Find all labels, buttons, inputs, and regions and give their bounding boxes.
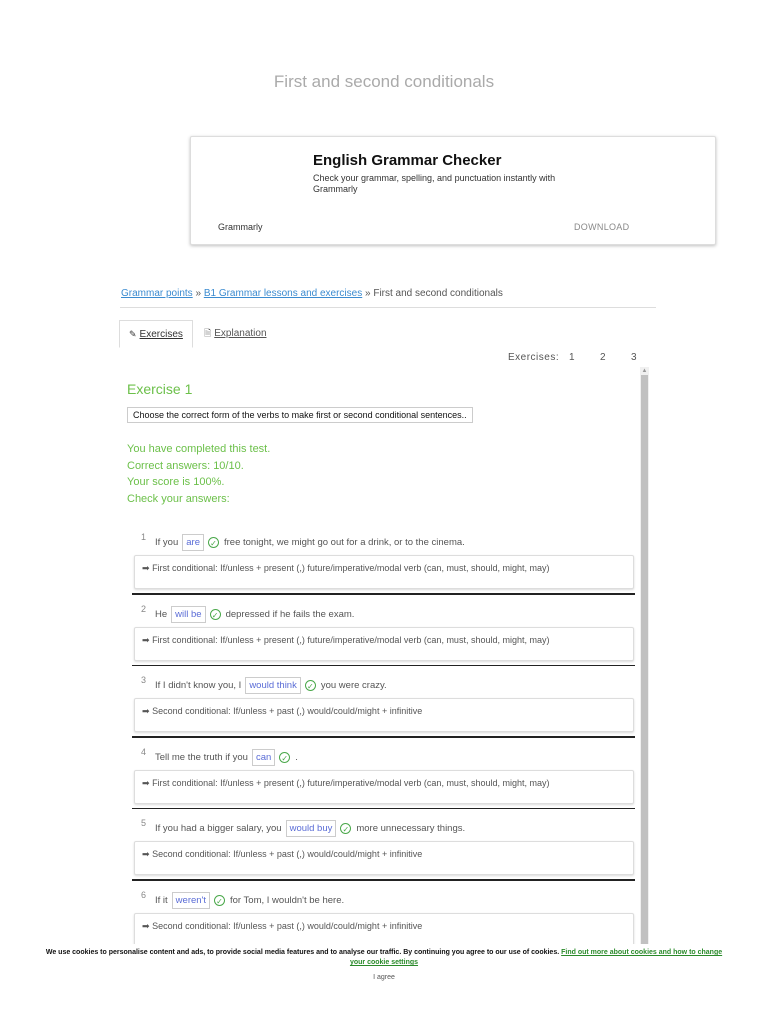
- exercise-link-1[interactable]: 1: [569, 352, 575, 363]
- question-text: [155, 606, 354, 623]
- hint-text: [142, 706, 422, 717]
- question-text: [155, 677, 387, 694]
- cookie-settings-link[interactable]: Find out more about cookies and how to change your cookie settings: [349, 949, 723, 966]
- document-icon: 🗎: [204, 328, 212, 338]
- question-text: [155, 749, 298, 766]
- question-divider: [132, 808, 635, 810]
- scroll-up-arrow-icon[interactable]: ▲: [641, 368, 648, 374]
- question-after: free tonight, we might go out for a drink, or to the cinema.: [223, 537, 465, 548]
- answer-field[interactable]: can: [252, 749, 275, 766]
- answer-field[interactable]: weren't: [172, 892, 210, 909]
- ad-card[interactable]: [190, 136, 716, 245]
- check-circle-icon: ✓: [340, 823, 351, 834]
- cookie-text: [40, 948, 728, 968]
- exercise-link-3[interactable]: 3: [631, 352, 637, 363]
- arrow-circle-icon: ➡: [142, 563, 150, 573]
- hint-rule: First conditional: If/unless + present (,) future/imperative/modal verb (can, must, should, might, may): [152, 563, 550, 573]
- question-after: for Tom, I wouldn't be here.: [230, 894, 345, 906]
- question-number: 4: [141, 746, 147, 757]
- question-text: [155, 820, 465, 837]
- question-before: If I didn't know you, I: [155, 680, 242, 691]
- question-after: you were crazy.: [320, 680, 387, 691]
- breadcrumb-divider: [120, 307, 656, 308]
- hint-box: [134, 698, 634, 732]
- tab-explanation[interactable]: [195, 320, 276, 346]
- hint-box: [134, 627, 634, 661]
- breadcrumb-grammar-points[interactable]: Grammar points: [121, 288, 193, 299]
- result-score: Your score is 100%.: [127, 476, 225, 488]
- cookie-agree-button[interactable]: I agree: [373, 974, 395, 981]
- question-after: .: [295, 751, 298, 763]
- question-number: 3: [141, 675, 147, 685]
- result-completed: You have completed this test.: [127, 443, 271, 455]
- question-divider: [132, 593, 635, 595]
- question-number: 2: [141, 603, 147, 614]
- ad-description: Check your grammar, spelling, and punctuation instantly with Grammarly: [313, 173, 556, 194]
- hint-box: [134, 555, 634, 589]
- exercise-instruction: Choose the correct form of the verbs to make first or second conditional sentences..: [127, 407, 473, 423]
- breadcrumb-separator: »: [192, 288, 204, 299]
- exercise-title: Exercise 1: [127, 381, 193, 397]
- result-check-answers: Check your answers:: [127, 493, 230, 505]
- question-before: If it: [155, 894, 168, 906]
- hint-text: [142, 921, 422, 932]
- hint-text: [142, 778, 549, 789]
- question-before: If you: [155, 537, 179, 548]
- hint-text: [142, 563, 549, 574]
- hint-box: [134, 841, 634, 875]
- arrow-circle-icon: ➡: [142, 706, 150, 716]
- question-before: Tell me the truth if you: [155, 751, 248, 763]
- tab-explanation-label: Explanation: [214, 328, 267, 339]
- question-before: If you had a bigger salary, you: [155, 823, 282, 834]
- pencil-icon: ✎: [129, 329, 137, 339]
- question-after: depressed if he fails the exam.: [225, 608, 355, 620]
- question-number: 6: [141, 889, 147, 900]
- question-number: 5: [141, 818, 147, 828]
- scrollbar[interactable]: [640, 367, 649, 947]
- answer-field[interactable]: are: [182, 534, 204, 551]
- check-circle-icon: ✓: [279, 752, 290, 763]
- arrow-circle-icon: ➡: [142, 777, 150, 788]
- answer-field[interactable]: will be: [171, 606, 205, 623]
- exercise-content: [120, 367, 640, 947]
- ad-brand[interactable]: Grammarly: [218, 222, 263, 232]
- question-number: 1: [141, 532, 147, 542]
- exercise-link-2[interactable]: 2: [600, 352, 606, 363]
- answer-field[interactable]: would buy: [286, 820, 337, 837]
- exercise-nav-label: Exercises:: [508, 352, 560, 363]
- breadcrumb: [121, 288, 503, 299]
- breadcrumb-separator: »: [362, 288, 374, 299]
- question-after: more unnecessary things.: [356, 823, 466, 834]
- hint-rule: First conditional: If/unless + present (,) future/imperative/modal verb (can, must, should, might, may): [152, 777, 550, 788]
- hint-rule: Second conditional: If/unless + past (,) would/could/might + infinitive: [152, 706, 423, 716]
- arrow-circle-icon: ➡: [142, 920, 150, 931]
- question-divider: [132, 665, 635, 667]
- hint-text: [142, 635, 549, 646]
- answer-field[interactable]: would think: [245, 677, 301, 694]
- breadcrumb-current: First and second conditionals: [373, 288, 503, 299]
- ad-download-button[interactable]: DOWNLOAD: [574, 222, 630, 232]
- question-before: He: [155, 608, 168, 620]
- hint-text: [142, 849, 422, 860]
- breadcrumb-b1-lessons[interactable]: B1 Grammar lessons and exercises: [203, 288, 363, 299]
- hint-box: [134, 913, 634, 947]
- hint-box: [134, 770, 634, 804]
- tab-exercises[interactable]: [119, 320, 193, 348]
- hint-rule: First conditional: If/unless + present (,) future/imperative/modal verb (can, must, should, might, may): [152, 634, 550, 645]
- question-text: [155, 892, 344, 909]
- check-circle-icon: ✓: [305, 680, 316, 691]
- scroll-thumb[interactable]: [641, 375, 648, 945]
- hint-rule: Second conditional: If/unless + past (,) would/could/might + infinitive: [152, 920, 423, 931]
- ad-title[interactable]: English Grammar Checker: [313, 152, 502, 169]
- check-circle-icon: ✓: [210, 609, 221, 620]
- tab-exercises-label: Exercises: [139, 329, 183, 340]
- check-circle-icon: ✓: [208, 537, 219, 548]
- arrow-circle-icon: ➡: [142, 634, 150, 645]
- cookie-message: We use cookies to personalise content and ads, to provide social media features and to analyse our traffic. By continuing you agree to our use of cookies.: [45, 949, 560, 956]
- question-divider: [132, 736, 635, 738]
- arrow-circle-icon: ➡: [142, 849, 150, 859]
- page-title: First and second conditionals: [273, 72, 495, 91]
- check-circle-icon: ✓: [214, 895, 225, 906]
- question-text: [155, 534, 465, 551]
- question-divider: [132, 879, 635, 881]
- result-correct: Correct answers: 10/10.: [127, 460, 244, 472]
- hint-rule: Second conditional: If/unless + past (,) would/could/might + infinitive: [152, 849, 423, 859]
- cookie-banner: [0, 944, 768, 1024]
